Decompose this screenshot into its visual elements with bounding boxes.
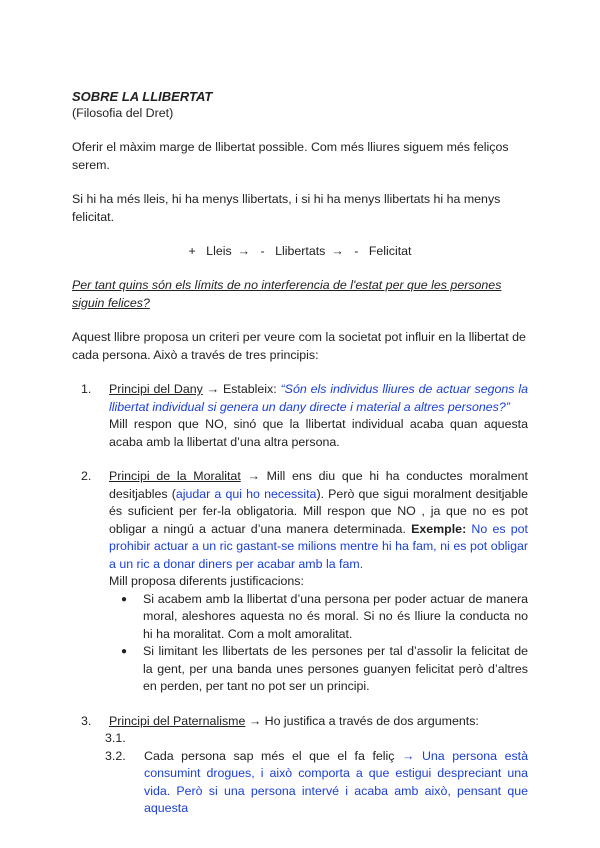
formula-arrow-1: → — [237, 244, 251, 258]
formula-felicitat: Felicitat — [368, 244, 412, 258]
list-item: ● Si limitant les llibertats de les persones per tal d’assolir la felicitat de la gent, per una banda unes persones guanyen felicitat però d’altres en perden, per tant no pot ser un principi. — [121, 644, 528, 693]
principle-name: Principi del Dany — [109, 382, 203, 396]
arrow-icon: → — [402, 748, 415, 763]
sub-text: Cada persona sap més el que el fa feliç — [144, 748, 403, 763]
bullet-icon: ● — [121, 646, 128, 657]
list-item: ● Si acabem amb la llibertat d’una persona per poder actuar de manera moral, aleshores aquesta no és moral. Si no és lliure la conducta no hi ha moralitat. Com a molt amoralitat. — [121, 591, 528, 641]
principle-text-2: ). Però que sigui moralment desitjable és suficient per fer-la obligatoria. Mill respon que NO , ja que no es pot obligar a ningú a actuar d’una manera determinada. — [109, 486, 528, 536]
sub-example: Una persona està consumint drogues, i això comporta a que estigui despreciant una vida. Però si una persona intervé i acaba amb això, pensant que aquesta — [144, 748, 528, 815]
principle-number: 2. — [81, 469, 92, 483]
laws-freedom-formula — [72, 243, 528, 260]
principle-lead: Estableix: — [219, 382, 281, 396]
arrow-icon: → — [206, 382, 220, 396]
formula-minus-2: - — [354, 244, 359, 258]
formula-lleis: Lleis — [206, 244, 232, 258]
example-label: Exemple: — [411, 521, 467, 536]
key-question: Per tant quins són els límits de no interferencia de l'estat per que les persones siguin felices? — [72, 278, 502, 310]
paragraph-intro: Oferir el màxim marge de llibertat possible. Com més lliures siguem més feliços serem. — [72, 140, 509, 172]
principle-harm — [72, 381, 528, 451]
principle-number: 1. — [81, 382, 92, 396]
moral-example-highlight: ajudar a qui ho necessita — [175, 486, 317, 501]
justifications-intro: Mill proposa diferents justificacions: — [109, 574, 304, 588]
principle-number: 3. — [81, 713, 92, 728]
example-text: No es pot prohibir actuar a un ric gastant-se milions mentre hi ha fam, ni es pot obligar a un ric a donar diners per acabar amb la fam. — [109, 521, 528, 571]
principle-name: Principi del Paternalisme — [109, 713, 246, 728]
principle-text-1: Mill ens diu que hi ha conductes moralment desitjables ( — [109, 469, 528, 501]
principle-name: Principi de la Moralitat — [109, 469, 241, 483]
bullet-icon: ● — [121, 593, 128, 605]
paragraph-criteria: Aquest llibre proposa un criteri per veure com la societat pot influir en la llibertat de cada persona. Això a través de tres principis: — [72, 330, 526, 362]
sub-number: 3.2. — [105, 748, 126, 763]
document-page — [72, 88, 528, 818]
formula-arrow-2: → — [331, 244, 344, 258]
principle-quote: “Són els individus lliures de actuar segons la llibertat individual si genera un dany directe i material a altres persones?” — [109, 382, 528, 414]
justifications-list — [109, 591, 528, 696]
arrow-icon: → — [248, 713, 262, 728]
formula-llibertats: Llibertats — [275, 244, 326, 258]
formula-minus-1: - — [260, 244, 265, 258]
principle-paternalism — [72, 713, 528, 731]
sub-argument-1 — [72, 730, 528, 748]
document-subtitle: (Filosofia del Dret) — [72, 106, 174, 120]
principle-response: Mill respon que NO, sinó que la llibertat individual acaba quan aquesta acaba amb la llibertat d’una altra persona. — [109, 417, 528, 449]
sub-number: 3.1. — [105, 731, 126, 745]
formula-plus: + — [188, 244, 196, 258]
arrow-icon: → — [247, 469, 260, 483]
sub-argument-2 — [72, 748, 528, 818]
paragraph-laws: Si hi ha més lleis, hi ha menys llibertats, i si hi ha menys llibertats hi ha menys felicitat. — [72, 192, 501, 224]
principle-lead: Ho justifica a través de dos arguments: — [261, 713, 479, 728]
principle-morality — [72, 468, 528, 696]
document-title: SOBRE LA LLIBERTAT — [72, 89, 213, 104]
